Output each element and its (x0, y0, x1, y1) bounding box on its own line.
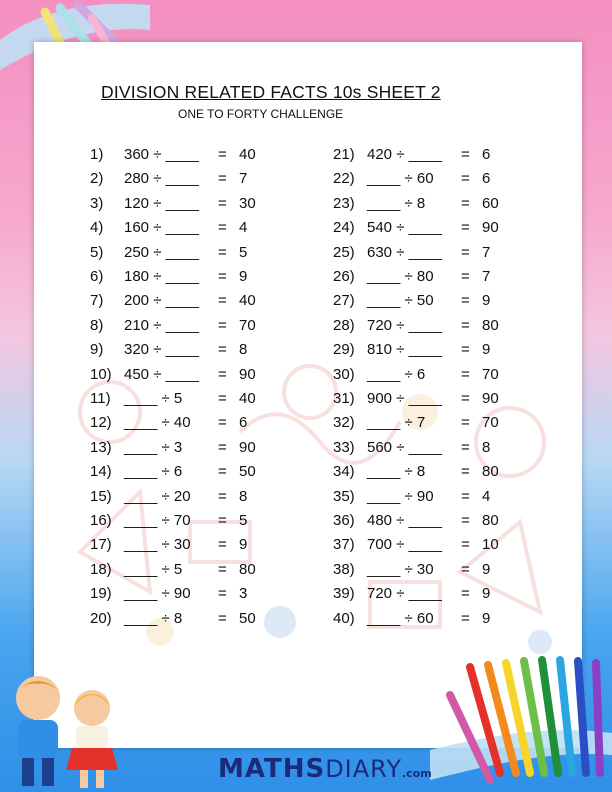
logo-suffix: .com (401, 767, 432, 780)
problem-expr: 560 ÷ ____ (367, 438, 442, 456)
problem-ans: 9 (482, 585, 491, 603)
problem-num: 33) (333, 438, 355, 456)
problem-num: 31) (333, 390, 355, 407)
problem-eq: = (218, 463, 227, 481)
problem-num: 18) (90, 560, 112, 578)
problem-ans: 40 (239, 146, 256, 163)
problem-num: 11) (90, 390, 111, 407)
problem-eq: = (218, 170, 227, 188)
problem-num: 27) (333, 292, 355, 310)
problem-eq: = (218, 268, 227, 285)
problem-eq: = (218, 219, 227, 237)
problem-eq: = (461, 194, 470, 212)
problem-expr: ____ ÷ 70 (124, 512, 191, 529)
pencils-icon (430, 655, 612, 792)
problem-eq: = (461, 243, 470, 261)
logo-accent: DIARY (325, 755, 402, 783)
problem-num: 4) (90, 219, 104, 237)
problem-eq: = (218, 414, 227, 432)
problem-eq: = (218, 487, 227, 505)
problem-num: 6) (90, 268, 104, 285)
problem-num: 28) (333, 316, 355, 334)
problem-num: 21) (333, 146, 355, 163)
problem-expr: 250 ÷ ____ (124, 243, 199, 261)
problem-ans: 80 (239, 560, 256, 578)
problem-ans: 9 (482, 292, 491, 310)
problem-eq: = (218, 243, 227, 261)
problem-ans: 50 (239, 463, 256, 481)
problem-expr: ____ ÷ 50 (367, 292, 434, 310)
problem-num: 1) (90, 146, 104, 163)
problem-eq: = (461, 268, 470, 285)
problem-expr: 280 ÷ ____ (124, 170, 199, 188)
problem-expr: 540 ÷ ____ (367, 219, 442, 237)
problem-expr: ____ ÷ 8 (367, 194, 426, 212)
problem-expr: 630 ÷ ____ (367, 243, 442, 261)
problem-num: 8) (90, 316, 104, 334)
problem-expr: 200 ÷ ____ (124, 292, 199, 310)
problem-num: 22) (333, 170, 355, 188)
problem-num: 15) (90, 487, 112, 505)
problem-ans: 6 (239, 414, 248, 432)
problem-eq: = (218, 512, 227, 529)
problem-ans: 7 (482, 268, 491, 285)
problem-ans: 5 (239, 512, 248, 529)
problem-expr: 720 ÷ ____ (367, 316, 442, 334)
problem-eq: = (218, 194, 227, 212)
problem-eq: = (461, 365, 470, 383)
problem-ans: 50 (239, 609, 256, 627)
problem-num: 17) (90, 536, 112, 554)
problem-num: 5) (90, 243, 104, 261)
problem-num: 39) (333, 585, 355, 603)
problem-num: 25) (333, 243, 355, 261)
problem-eq: = (218, 585, 227, 603)
problem-eq: = (218, 438, 227, 456)
problem-num: 10) (90, 365, 112, 383)
problem-ans: 9 (482, 341, 491, 359)
problem-expr: ____ ÷ 60 (367, 170, 434, 188)
problem-expr: ____ ÷ 7 (367, 414, 426, 432)
problem-eq: = (218, 536, 227, 554)
problem-eq: = (461, 390, 470, 407)
problem-ans: 3 (239, 585, 248, 603)
problem-expr: ____ ÷ 40 (124, 414, 191, 432)
problem-eq: = (461, 219, 470, 237)
problem-eq: = (461, 316, 470, 334)
problem-eq: = (461, 536, 470, 554)
problem-ans: 70 (239, 316, 256, 334)
problem-expr: ____ ÷ 6 (124, 463, 183, 481)
problem-expr: ____ ÷ 60 (367, 609, 434, 627)
problem-eq: = (461, 463, 470, 481)
children-illustration (0, 670, 140, 792)
problem-ans: 7 (239, 170, 248, 188)
problem-eq: = (218, 292, 227, 310)
problem-eq: = (218, 316, 227, 334)
problem-ans: 80 (482, 463, 499, 481)
problem-eq: = (461, 560, 470, 578)
page-subtitle: ONE TO FORTY CHALLENGE (178, 107, 344, 121)
problem-ans: 6 (482, 170, 491, 188)
problem-eq: = (218, 365, 227, 383)
problem-ans: 30 (239, 194, 256, 212)
problem-eq: = (461, 341, 470, 359)
problem-expr: 160 ÷ ____ (124, 219, 199, 237)
problem-expr: 420 ÷ ____ (367, 146, 442, 163)
problem-expr: ____ ÷ 90 (367, 487, 434, 505)
problem-num: 35) (333, 487, 355, 505)
problem-ans: 80 (482, 316, 499, 334)
worksheet-paper (34, 42, 582, 748)
problem-num: 9) (90, 341, 104, 359)
problem-ans: 90 (482, 219, 499, 237)
problem-expr: 480 ÷ ____ (367, 512, 442, 529)
problem-eq: = (461, 170, 470, 188)
problem-eq: = (218, 609, 227, 627)
problem-num: 3) (90, 194, 104, 212)
problem-ans: 9 (239, 268, 248, 285)
problem-ans: 80 (482, 512, 499, 529)
problem-num: 19) (90, 585, 112, 603)
problem-num: 26) (333, 268, 355, 285)
problem-ans: 6 (482, 146, 491, 163)
problem-ans: 8 (482, 438, 491, 456)
problem-ans: 9 (482, 609, 491, 627)
problem-ans: 7 (482, 243, 491, 261)
problem-num: 23) (333, 194, 355, 212)
problem-ans: 4 (239, 219, 248, 237)
problem-expr: 360 ÷ ____ (124, 146, 199, 163)
problem-expr: 810 ÷ ____ (367, 341, 442, 359)
problem-num: 29) (333, 341, 355, 359)
problem-expr: ____ ÷ 30 (367, 560, 434, 578)
problem-ans: 40 (239, 292, 256, 310)
problem-eq: = (218, 560, 227, 578)
problem-num: 2) (90, 170, 104, 188)
problem-ans: 90 (239, 438, 256, 456)
problem-expr: 180 ÷ ____ (124, 268, 199, 285)
problem-eq: = (218, 341, 227, 359)
problem-ans: 70 (482, 414, 499, 432)
problem-ans: 60 (482, 194, 499, 212)
problem-num: 20) (90, 609, 112, 627)
problem-expr: 900 ÷ ____ (367, 390, 442, 407)
problem-num: 12) (90, 414, 112, 432)
problem-eq: = (461, 414, 470, 432)
problem-expr: ____ ÷ 5 (124, 390, 183, 407)
problem-num: 24) (333, 219, 355, 237)
mathsdiary-logo (218, 754, 432, 784)
problem-eq: = (461, 585, 470, 603)
problem-expr: 320 ÷ ____ (124, 341, 199, 359)
problem-ans: 90 (239, 365, 256, 383)
problem-eq: = (461, 292, 470, 310)
problem-num: 40) (333, 609, 355, 627)
problem-ans: 70 (482, 365, 499, 383)
problem-eq: = (461, 146, 470, 163)
problem-ans: 90 (482, 390, 499, 407)
problem-eq: = (461, 438, 470, 456)
problem-num: 30) (333, 365, 355, 383)
problem-ans: 10 (482, 536, 499, 554)
problem-ans: 9 (239, 536, 248, 554)
problem-eq: = (461, 609, 470, 627)
logo-main: MATHS (218, 754, 326, 784)
problem-num: 32) (333, 414, 355, 432)
problem-ans: 40 (239, 390, 256, 407)
problem-eq: = (218, 146, 227, 163)
problem-eq: = (218, 390, 227, 407)
problem-expr: ____ ÷ 80 (367, 268, 434, 285)
problem-num: 14) (90, 463, 112, 481)
problem-num: 16) (90, 512, 112, 529)
problem-expr: 210 ÷ ____ (124, 316, 199, 334)
problem-expr: ____ ÷ 90 (124, 585, 191, 603)
problem-num: 7) (90, 292, 104, 310)
problem-expr: 450 ÷ ____ (124, 365, 199, 383)
problem-num: 37) (333, 536, 355, 554)
problem-ans: 5 (239, 243, 248, 261)
problem-ans: 9 (482, 560, 491, 578)
problem-expr: 720 ÷ ____ (367, 585, 442, 603)
problem-num: 36) (333, 512, 355, 529)
problem-expr: 120 ÷ ____ (124, 194, 199, 212)
problem-ans: 4 (482, 487, 491, 505)
problem-expr: 700 ÷ ____ (367, 536, 442, 554)
problem-ans: 8 (239, 487, 248, 505)
problem-expr: ____ ÷ 5 (124, 560, 183, 578)
problem-eq: = (461, 487, 470, 505)
problem-expr: ____ ÷ 20 (124, 487, 191, 505)
problem-expr: ____ ÷ 3 (124, 438, 183, 456)
problem-expr: ____ ÷ 30 (124, 536, 191, 554)
problem-num: 13) (90, 438, 112, 456)
page-title: DIVISION RELATED FACTS 10s SHEET 2 (101, 82, 441, 102)
problem-expr: ____ ÷ 8 (124, 609, 183, 627)
problem-expr: ____ ÷ 8 (367, 463, 426, 481)
problem-expr: ____ ÷ 6 (367, 365, 426, 383)
problem-eq: = (461, 512, 470, 529)
problem-num: 34) (333, 463, 355, 481)
problem-num: 38) (333, 560, 355, 578)
problem-ans: 8 (239, 341, 248, 359)
